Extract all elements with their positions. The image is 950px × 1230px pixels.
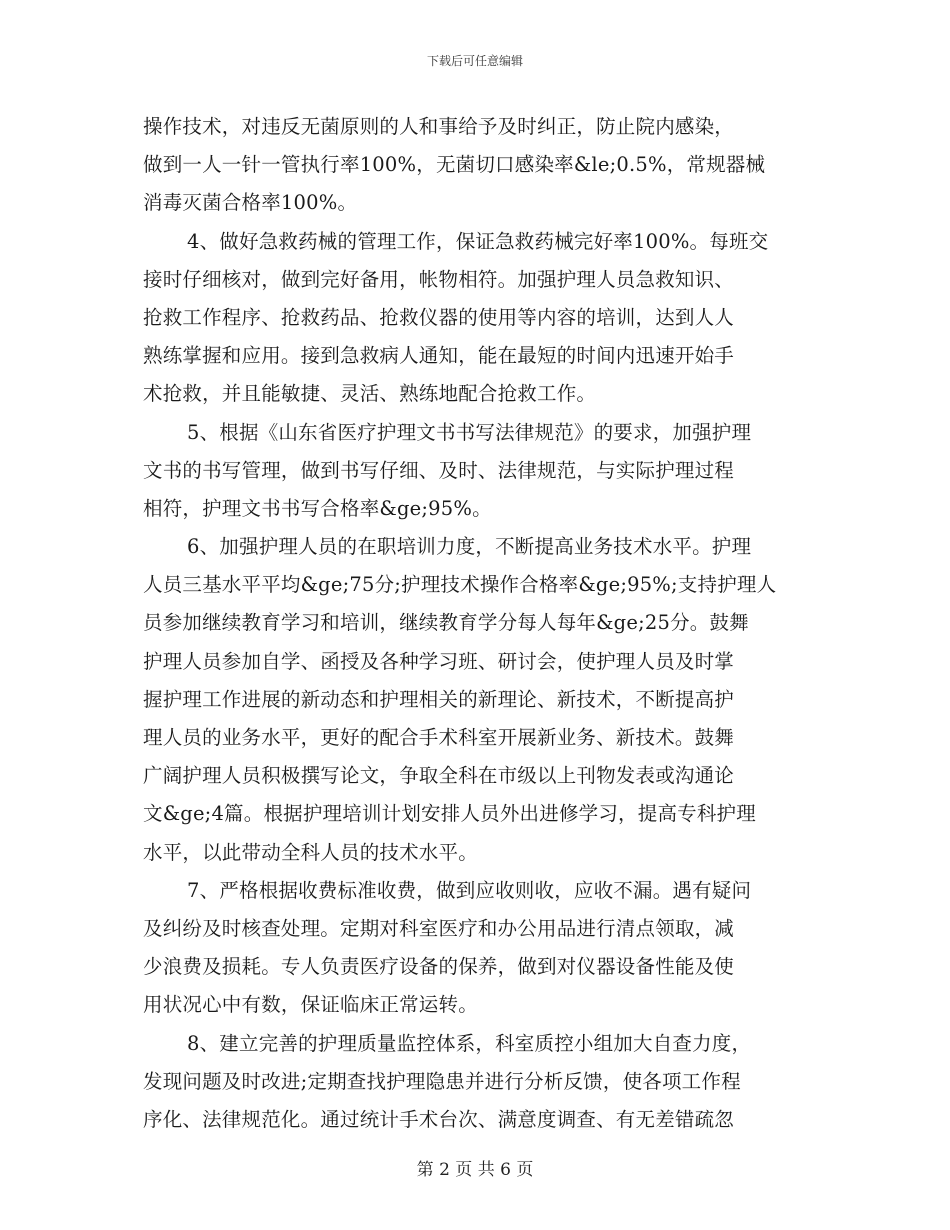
text-line: 发现问题及时改进;定期查找护理隐患并进行分析反馈，使各项工作程 — [143, 1069, 741, 1093]
text-line: 文&ge;4篇。根据护理培训计划安排人员外出进修学习，提高专科护理 — [143, 802, 756, 826]
page-footer: 第 2 页 共 6 页 — [416, 1160, 534, 1180]
document-body — [143, 108, 807, 1139]
text-line: 用状况心中有数，保证临床正常运转。 — [143, 993, 478, 1017]
text-line: 熟练掌握和应用。接到急救病人通知，能在最短的时间内迅速开始手 — [143, 344, 735, 368]
text-line: 握护理工作进展的新动态和护理相关的新理论、新技术，不断提高护 — [143, 687, 735, 711]
text-line: 员参加继续教育学习和培训，继续教育学分每人每年&ge;25分。鼓舞 — [143, 611, 749, 635]
text-line: 4、做好急救药械的管理工作，保证急救药械完好率100%。每班交 — [187, 229, 769, 253]
page-header: 下载后可任意编辑 — [426, 54, 523, 68]
text-line: 术抢救，并且能敏捷、灵活、熟练地配合抢救工作。 — [143, 382, 597, 406]
text-line: 消毒灭菌合格率100%。 — [143, 191, 358, 215]
text-line: 人员三基水平平均&ge;75分;护理技术操作合格率&ge;95%;支持护理人 — [143, 573, 777, 597]
text-line: 操作技术，对违反无菌原则的人和事给予及时纠正，防止院内感染， — [143, 115, 735, 138]
text-line: 少浪费及损耗。专人负责医疗设备的保养，做到对仪器设备性能及使 — [143, 955, 735, 979]
text-line: 水平，以此带动全科人员的技术水平。 — [143, 840, 478, 864]
text-line: 及纠纷及时核查处理。定期对科室医疗和办公用品进行清点领取，减 — [143, 916, 735, 940]
text-line: 文书的书写管理，做到书写仔细、及时、法律规范，与实际护理过程 — [143, 458, 735, 482]
text-line: 8、建立完善的护理质量监控体系，科室质控小组加大自查力度， — [187, 1031, 752, 1055]
text-line: 接时仔细核对，做到完好备用，帐物相符。加强护理人员急救知识、 — [143, 267, 735, 291]
text-line: 理人员的业务水平，更好的配合手术科室开展新业务、新技术。鼓舞 — [143, 726, 735, 749]
text-line: 序化、法律规范化。通过统计手术台次、满意度调查、有无差错疏忽 — [143, 1107, 735, 1131]
text-line: 5、根据《山东省医疗护理文书书写法律规范》的要求，加强护理 — [187, 420, 752, 444]
text-line: 广阔护理人员积极撰写论文，争取全科在市级以上刊物发表或沟通论 — [143, 764, 735, 788]
text-line: 相符，护理文书书写合格率&ge;95%。 — [143, 496, 492, 520]
text-line: 护理人员参加自学、函授及各种学习班、研讨会，使护理人员及时掌 — [143, 649, 735, 673]
text-line: 做到一人一针一管执行率100%，无菌切口感染率&le;0.5%，常规器械 — [143, 153, 766, 177]
text-line: 7、严格根据收费标准收费，做到应收则收，应收不漏。遇有疑问 — [187, 878, 752, 902]
text-line: 6、加强护理人员的在职培训力度，不断提高业务技术水平。护理 — [187, 535, 752, 559]
text-line: 抢救工作程序、抢救药品、抢救仪器的使用等内容的培训，达到人人 — [143, 305, 735, 329]
